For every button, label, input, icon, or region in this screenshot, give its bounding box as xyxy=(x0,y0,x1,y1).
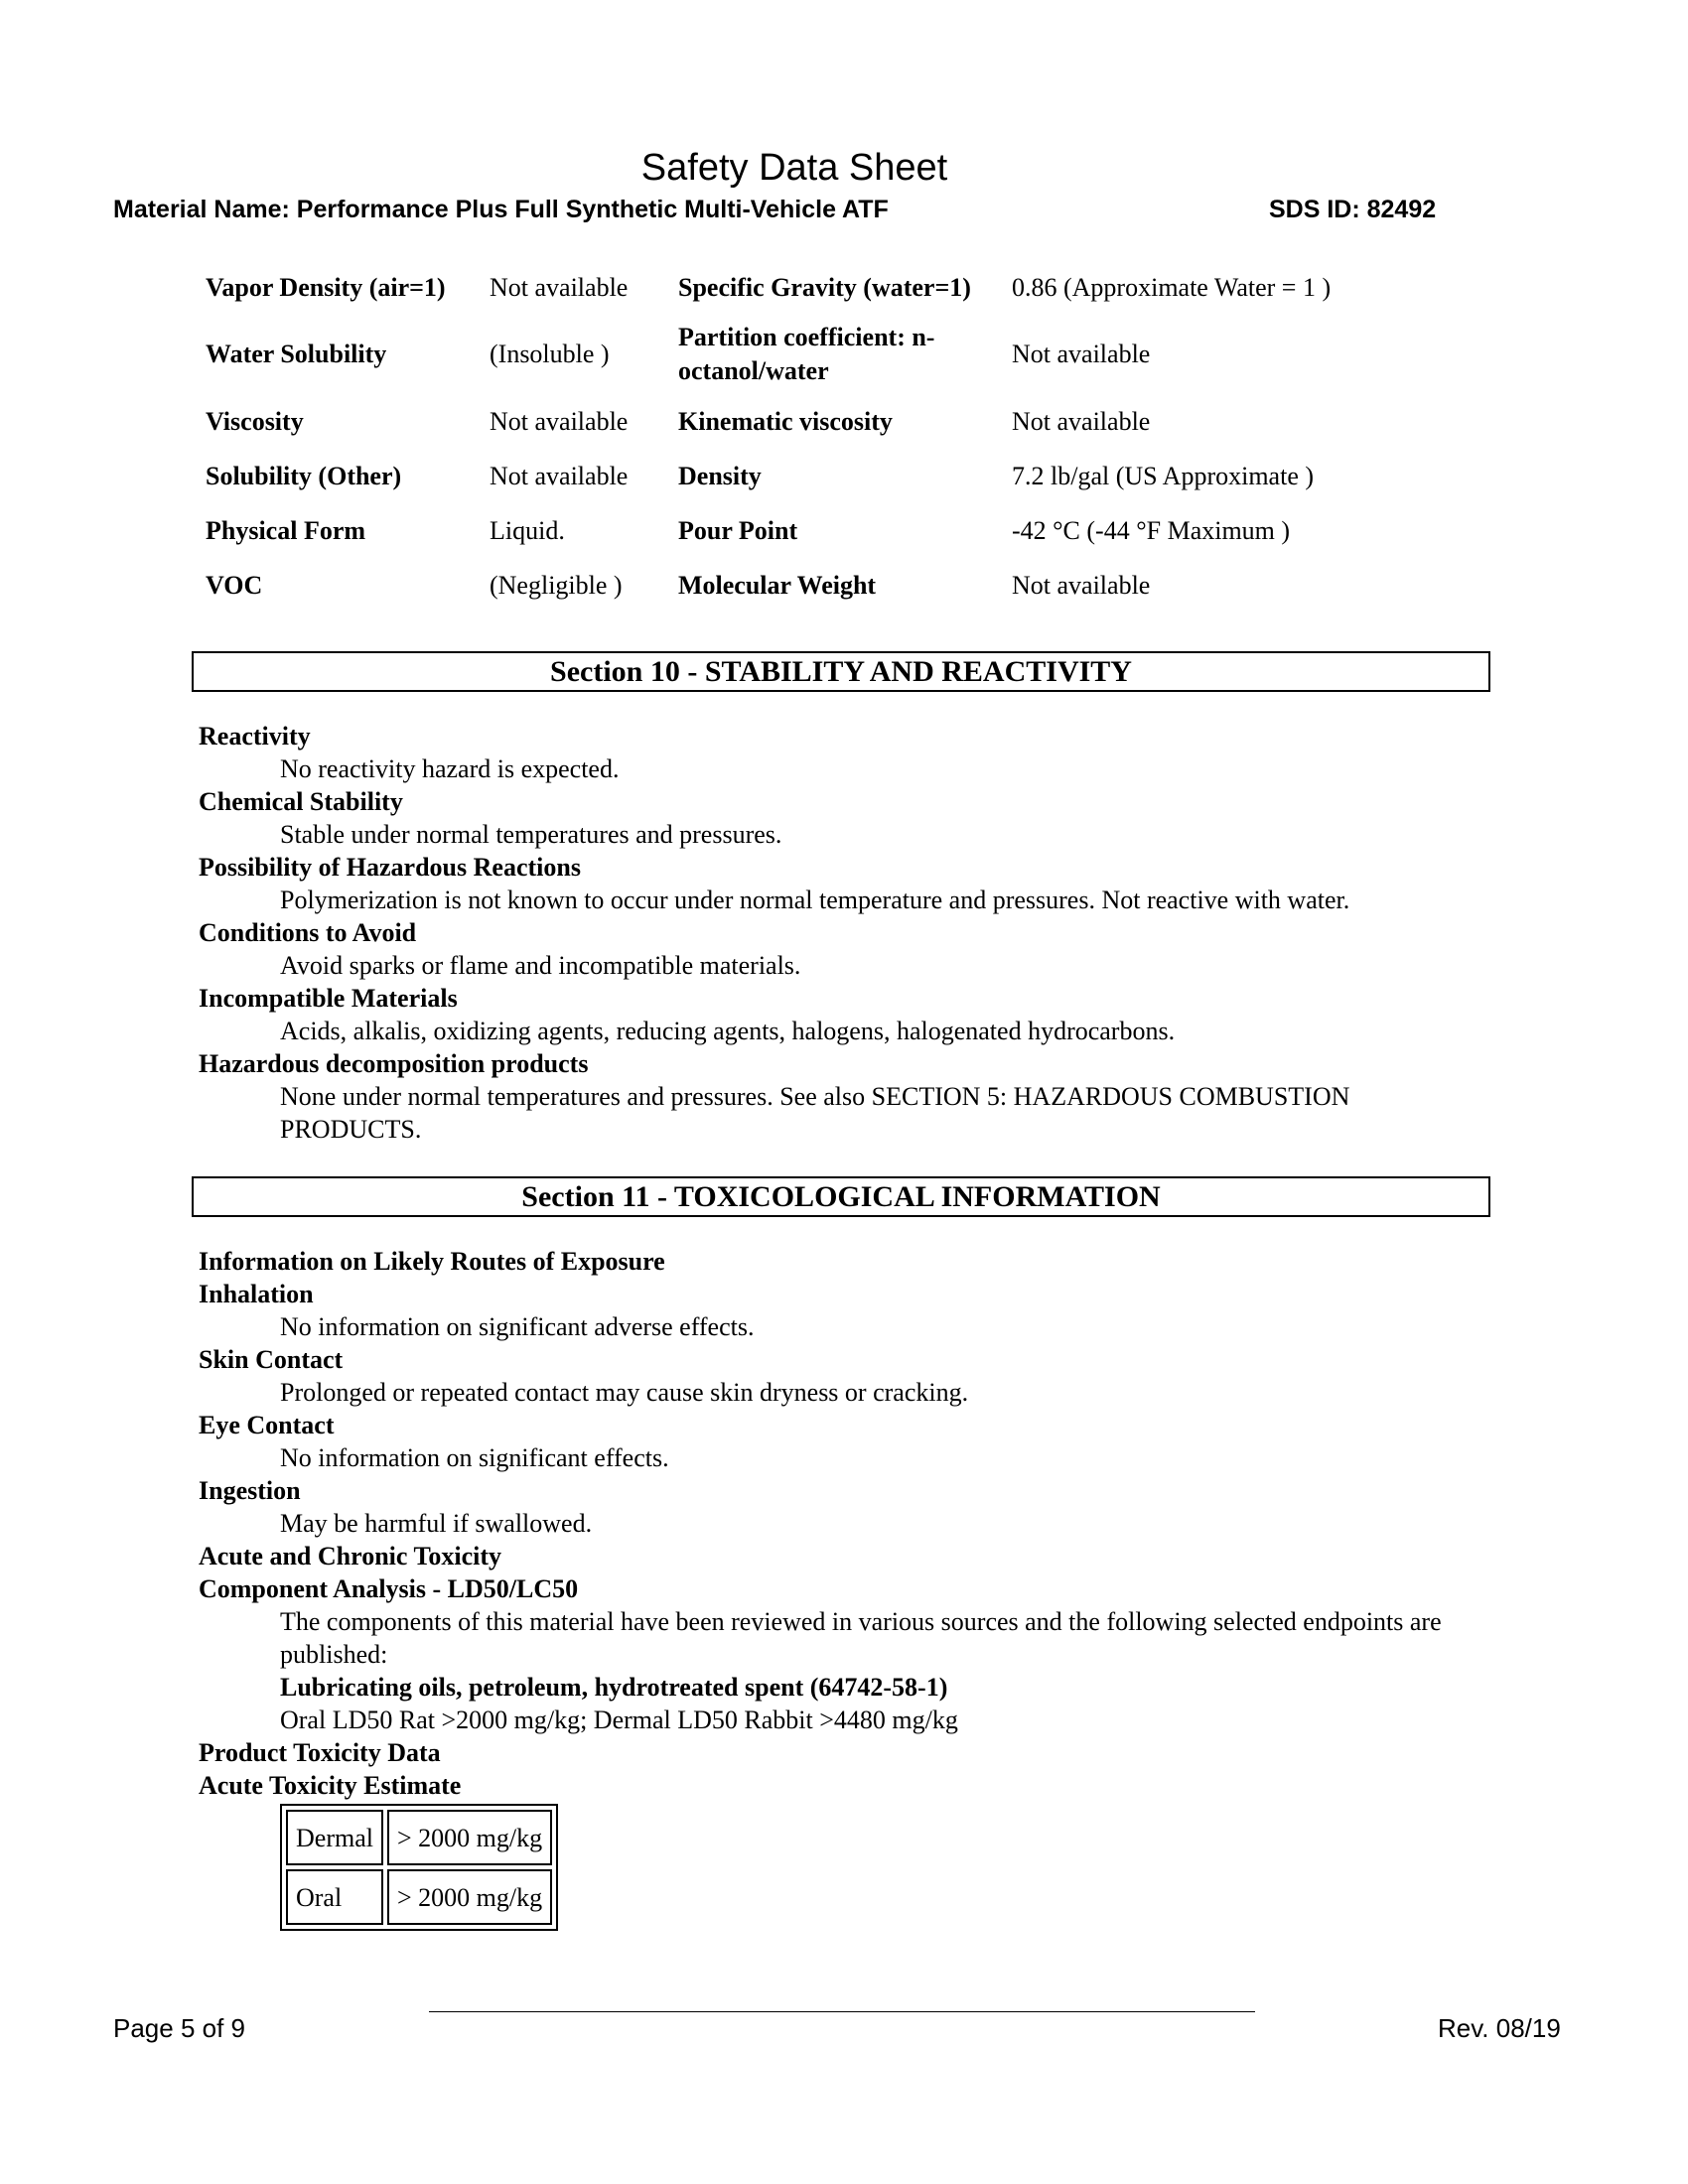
property-row xyxy=(198,394,1338,449)
section-11-body xyxy=(199,1245,1489,1931)
property-value: (Insoluble ) xyxy=(490,340,610,368)
skin-contact-heading: Skin Contact xyxy=(199,1345,344,1374)
component-name: Lubricating oils, petroleum, hydrotreated spent (64742-58-1) xyxy=(280,1673,948,1702)
skin-contact-text: Prolonged or repeated contact may cause skin dryness or cracking. xyxy=(280,1378,969,1407)
ingestion-text: May be harmful if swallowed. xyxy=(280,1509,593,1538)
table-row xyxy=(286,1869,552,1925)
section-10-body xyxy=(199,720,1489,1146)
acute-toxicity-table xyxy=(280,1804,558,1931)
ate-route: Dermal xyxy=(286,1810,383,1865)
property-label: Solubility (Other) xyxy=(206,461,402,490)
property-label: Viscosity xyxy=(206,406,304,436)
property-label: Partition coefficient: n-octanol/water xyxy=(678,323,935,385)
property-value: Liquid. xyxy=(490,515,565,545)
acute-chronic-heading: Acute and Chronic Toxicity xyxy=(199,1542,502,1570)
property-label: Physical Form xyxy=(206,515,366,545)
property-label: Specific Gravity (water=1) xyxy=(678,272,971,302)
ate-route: Oral xyxy=(286,1869,383,1925)
component-values: Oral LD50 Rat >2000 mg/kg; Dermal LD50 Rabbit >4480 mg/kg xyxy=(280,1706,958,1734)
conditions-to-avoid-heading: Conditions to Avoid xyxy=(199,918,417,947)
routes-of-exposure-heading: Information on Likely Routes of Exposure xyxy=(199,1247,665,1276)
section-10-header: Section 10 - STABILITY AND REACTIVITY xyxy=(192,651,1490,692)
decomposition-products-text: None under normal temperatures and pressures. See also SECTION 5: HAZARDOUS COMBUSTION PRODUCTS. xyxy=(280,1082,1350,1144)
incompatible-materials-text: Acids, alkalis, oxidizing agents, reducing agents, halogens, halogenated hydrocarbons. xyxy=(280,1017,1176,1045)
revision-date: Rev. 08/19 xyxy=(1438,2013,1561,2043)
hazardous-reactions-text: Polymerization is not known to occur under normal temperature and pressures. Not reactive with water. xyxy=(280,886,1350,914)
property-label: Water Solubility xyxy=(206,340,387,368)
reactivity-heading: Reactivity xyxy=(199,722,311,751)
footer-divider xyxy=(429,2011,1255,2012)
property-value: Not available xyxy=(490,272,629,302)
property-value: 0.86 (Approximate Water = 1 ) xyxy=(1012,272,1332,302)
chemical-stability-text: Stable under normal temperatures and pressures. xyxy=(280,820,782,849)
property-value: Not available xyxy=(1012,406,1151,436)
sds-id: SDS ID: 82492 xyxy=(1269,196,1437,223)
component-analysis-heading: Component Analysis - LD50/LC50 xyxy=(199,1574,579,1603)
document-title: Safety Data Sheet xyxy=(640,147,948,189)
section-11-header: Section 11 - TOXICOLOGICAL INFORMATION xyxy=(192,1176,1490,1217)
component-analysis-text: The components of this material have been reviewed in various sources and the following selected endpoints are published: xyxy=(280,1607,1442,1669)
physical-properties-table xyxy=(198,260,1338,613)
ate-value: > 2000 mg/kg xyxy=(387,1810,552,1865)
decomposition-products-heading: Hazardous decomposition products xyxy=(199,1049,589,1078)
property-value: -42 °C (-44 °F Maximum ) xyxy=(1012,515,1291,545)
ate-value: > 2000 mg/kg xyxy=(387,1869,552,1925)
property-row xyxy=(198,449,1338,503)
acute-toxicity-estimate-heading: Acute Toxicity Estimate xyxy=(199,1771,462,1800)
conditions-to-avoid-text: Avoid sparks or flame and incompatible materials. xyxy=(280,951,801,980)
property-row xyxy=(198,503,1338,558)
property-label: VOC xyxy=(206,570,263,600)
property-value: (Negligible ) xyxy=(490,570,623,600)
ingestion-heading: Ingestion xyxy=(199,1476,301,1505)
property-value: Not available xyxy=(490,461,629,490)
property-label: Kinematic viscosity xyxy=(678,406,893,436)
material-name: Material Name: Performance Plus Full Synthetic Multi-Vehicle ATF xyxy=(113,196,889,223)
property-label: Vapor Density (air=1) xyxy=(206,272,446,302)
table-row xyxy=(286,1810,552,1865)
property-value: 7.2 lb/gal (US Approximate ) xyxy=(1012,461,1315,490)
property-label: Pour Point xyxy=(678,515,798,545)
property-value: Not available xyxy=(1012,340,1151,368)
property-label: Density xyxy=(678,461,762,490)
inhalation-heading: Inhalation xyxy=(199,1280,314,1308)
page-number: Page 5 of 9 xyxy=(113,2013,245,2043)
incompatible-materials-heading: Incompatible Materials xyxy=(199,984,458,1013)
property-row xyxy=(198,260,1338,315)
property-value: Not available xyxy=(490,406,629,436)
property-row xyxy=(198,315,1338,394)
property-label: Molecular Weight xyxy=(678,570,877,600)
product-toxicity-heading: Product Toxicity Data xyxy=(199,1738,441,1767)
inhalation-text: No information on significant adverse effects. xyxy=(280,1312,755,1341)
eye-contact-text: No information on significant effects. xyxy=(280,1443,669,1472)
property-row xyxy=(198,558,1338,613)
property-value: Not available xyxy=(1012,570,1151,600)
reactivity-text: No reactivity hazard is expected. xyxy=(280,754,620,783)
chemical-stability-heading: Chemical Stability xyxy=(199,787,403,816)
hazardous-reactions-heading: Possibility of Hazardous Reactions xyxy=(199,853,581,882)
eye-contact-heading: Eye Contact xyxy=(199,1411,335,1439)
